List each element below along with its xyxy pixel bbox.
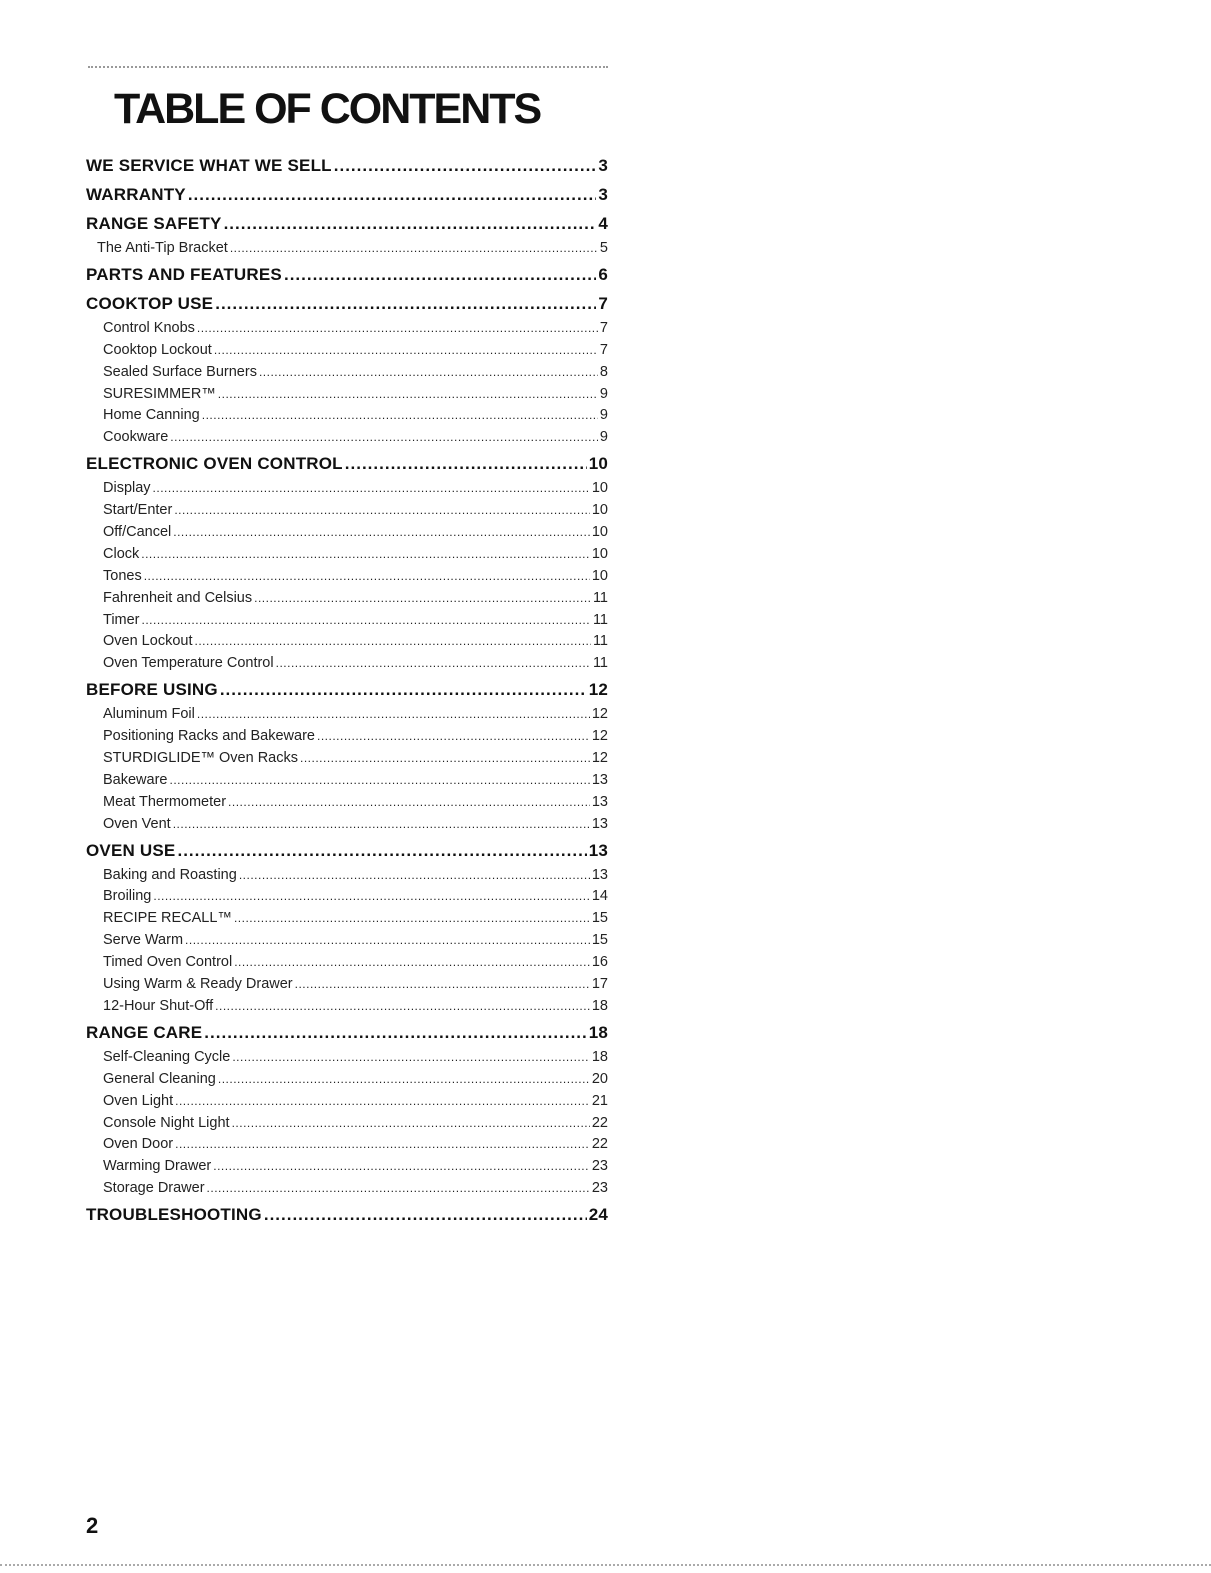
toc-section-range-care[interactable] xyxy=(86,1018,608,1047)
toc-page-number: 15 xyxy=(591,910,608,927)
toc-item-label: Cookware xyxy=(103,429,169,446)
toc-item-label: Timer xyxy=(103,611,140,628)
toc-section-label: PARTS AND FEATURES xyxy=(86,264,282,284)
dot-leader xyxy=(345,449,587,478)
dot-leader xyxy=(141,544,590,566)
toc-page-number: 16 xyxy=(591,954,608,971)
toc-item-sturdiglide-racks[interactable] xyxy=(86,748,608,770)
toc-item-label: Oven Vent xyxy=(103,815,171,832)
toc-item-clock[interactable] xyxy=(86,544,608,566)
toc-item-cooktop-lockout[interactable] xyxy=(86,340,608,362)
dot-leader xyxy=(173,814,590,836)
dot-leader xyxy=(234,908,590,930)
dot-leader xyxy=(218,1069,590,1091)
dot-leader xyxy=(142,610,591,632)
toc-section-label: COOKTOP USE xyxy=(86,293,214,313)
toc-item-label: Oven Door xyxy=(103,1136,174,1153)
toc-page-number: 7 xyxy=(599,319,608,336)
toc-item-label: Meat Thermometer xyxy=(103,793,227,810)
toc-item-label: Tones xyxy=(103,567,142,584)
toc-item-start-enter[interactable] xyxy=(86,500,608,522)
dot-leader xyxy=(144,566,590,588)
toc-item-oven-light[interactable] xyxy=(86,1091,608,1113)
toc-page-number: 22 xyxy=(591,1136,608,1153)
dot-leader xyxy=(202,405,598,427)
toc-page-number: 9 xyxy=(599,429,608,446)
toc-page-number: 11 xyxy=(592,611,608,628)
toc-page-number: 3 xyxy=(598,156,608,175)
dot-leader xyxy=(169,770,589,792)
toc-page-number: 23 xyxy=(591,1180,608,1197)
toc-item-label: SURESIMMER™ xyxy=(103,385,216,402)
dot-leader xyxy=(234,952,590,974)
dot-leader xyxy=(218,384,598,406)
toc-item-oven-vent[interactable] xyxy=(86,814,608,836)
toc-item-timed-oven-control[interactable] xyxy=(86,952,608,974)
toc-item-label: Control Knobs xyxy=(103,319,195,336)
toc-page-number: 22 xyxy=(591,1114,608,1131)
dot-leader xyxy=(174,500,590,522)
toc-item-label: Using Warm & Ready Drawer xyxy=(103,976,293,993)
toc-page-number: 12 xyxy=(591,706,608,723)
toc-item-warming-drawer[interactable] xyxy=(86,1156,608,1178)
dot-leader xyxy=(175,1134,590,1156)
toc-item-display[interactable] xyxy=(86,478,608,500)
toc-section-label: WE SERVICE WHAT WE SELL xyxy=(86,156,332,175)
toc-item-tones[interactable] xyxy=(86,566,608,588)
dot-leader xyxy=(188,180,597,209)
toc-item-oven-temperature-control[interactable] xyxy=(86,653,608,675)
toc-item-warm-ready-drawer[interactable] xyxy=(86,974,608,996)
toc-page-number: 5 xyxy=(599,240,608,256)
dot-leader xyxy=(264,1200,587,1229)
dot-leader xyxy=(194,631,590,653)
dot-leader xyxy=(232,1113,590,1135)
toc-item-label: Home Canning xyxy=(103,407,200,424)
toc-section-before-using[interactable] xyxy=(86,675,608,704)
toc-page-number: 10 xyxy=(591,502,608,519)
toc-page-number: 10 xyxy=(591,524,608,541)
toc-item-label: Oven Lockout xyxy=(103,633,193,650)
toc-item-label: General Cleaning xyxy=(103,1070,216,1087)
toc-item-oven-door[interactable] xyxy=(86,1134,608,1156)
toc-item-label: Bakeware xyxy=(103,771,168,788)
toc-item-general-cleaning[interactable] xyxy=(86,1069,608,1091)
toc-page-number: 18 xyxy=(591,997,608,1014)
toc-item-bakeware[interactable] xyxy=(86,770,608,792)
toc-item-timer[interactable] xyxy=(86,610,608,632)
toc-page-number: 18 xyxy=(588,1022,608,1042)
toc-section-warranty[interactable] xyxy=(86,180,608,209)
dot-leader xyxy=(220,675,587,704)
toc-item-storage-drawer[interactable] xyxy=(86,1178,608,1200)
dot-leader xyxy=(215,289,596,318)
toc-item-cookware[interactable] xyxy=(86,427,608,449)
dot-leader xyxy=(232,1047,590,1069)
toc-page-number: 18 xyxy=(591,1048,608,1065)
toc-item-label: Storage Drawer xyxy=(103,1180,205,1197)
toc-page-number: 4 xyxy=(598,214,608,233)
dot-leader xyxy=(197,704,590,726)
toc-section-parts-features[interactable] xyxy=(86,260,608,289)
toc-item-anti-tip-bracket[interactable] xyxy=(86,238,608,260)
toc-page-number: 23 xyxy=(591,1158,608,1175)
toc-item-label: The Anti-Tip Bracket xyxy=(97,240,228,256)
toc-item-label: Aluminum Foil xyxy=(103,706,195,723)
dot-leader xyxy=(228,792,590,814)
toc-page-number: 20 xyxy=(591,1070,608,1087)
toc-page-number: 10 xyxy=(591,480,608,497)
toc-section-label: BEFORE USING xyxy=(86,680,218,700)
toc-item-label: Fahrenheit and Celsius xyxy=(103,589,253,606)
toc-item-label: Self-Cleaning Cycle xyxy=(103,1048,231,1065)
toc-page-number: 13 xyxy=(588,840,608,860)
top-dotted-rule xyxy=(88,66,608,68)
toc-item-label: STURDIGLIDE™ Oven Racks xyxy=(103,750,298,767)
dot-leader xyxy=(204,1018,586,1047)
dot-leader xyxy=(239,865,590,887)
toc-item-recipe-recall[interactable] xyxy=(86,908,608,930)
toc-page-number: 13 xyxy=(591,815,608,832)
dot-leader xyxy=(334,151,597,180)
toc-page-number: 10 xyxy=(588,454,608,474)
toc-page-number: 10 xyxy=(591,545,608,562)
dot-leader xyxy=(213,1156,590,1178)
toc-item-label: Timed Oven Control xyxy=(103,954,233,971)
toc-item-label: Off/Cancel xyxy=(103,524,172,541)
toc-item-label: Broiling xyxy=(103,888,152,905)
toc-item-label: Cooktop Lockout xyxy=(103,341,212,358)
toc-page-number: 9 xyxy=(599,385,608,402)
toc-item-label: Start/Enter xyxy=(103,502,173,519)
table-of-contents xyxy=(86,151,608,1229)
toc-item-positioning-racks[interactable] xyxy=(86,726,608,748)
toc-page-number: 3 xyxy=(598,185,608,204)
toc-item-meat-thermometer[interactable] xyxy=(86,792,608,814)
toc-page-number: 9 xyxy=(599,407,608,424)
toc-item-home-canning[interactable] xyxy=(86,405,608,427)
toc-page-number: 6 xyxy=(598,264,608,284)
toc-page-number: 8 xyxy=(599,363,608,380)
toc-item-fahrenheit-celsius[interactable] xyxy=(86,588,608,610)
toc-section-troubleshooting[interactable] xyxy=(86,1200,608,1229)
toc-section-label: RANGE CARE xyxy=(86,1022,203,1042)
toc-item-label: Oven Light xyxy=(103,1092,174,1109)
toc-item-control-knobs[interactable] xyxy=(86,318,608,340)
toc-item-serve-warm[interactable] xyxy=(86,930,608,952)
toc-page-number: 11 xyxy=(592,589,608,606)
toc-page-number: 11 xyxy=(592,633,608,650)
toc-item-broiling[interactable] xyxy=(86,886,608,908)
dot-leader xyxy=(259,362,598,384)
toc-item-label: Positioning Racks and Bakeware xyxy=(103,728,315,745)
toc-page-number: 21 xyxy=(591,1092,608,1109)
page-number: 2 xyxy=(86,1513,99,1538)
dot-leader xyxy=(173,522,590,544)
toc-section-we-service[interactable] xyxy=(86,151,608,180)
toc-section-range-safety[interactable] xyxy=(86,209,608,238)
toc-item-label: Oven Temperature Control xyxy=(103,655,274,672)
toc-section-label: OVEN USE xyxy=(86,840,176,860)
toc-page-number: 15 xyxy=(591,932,608,949)
toc-page-number: 17 xyxy=(591,976,608,993)
toc-page-number: 7 xyxy=(599,341,608,358)
toc-section-label: TROUBLESHOOTING xyxy=(86,1205,262,1225)
dot-leader xyxy=(153,478,590,500)
dot-leader xyxy=(214,340,598,362)
toc-item-aluminum-foil[interactable] xyxy=(86,704,608,726)
toc-page-number: 7 xyxy=(598,293,608,313)
page-title: TABLE OF CONTENTS xyxy=(114,85,541,133)
dot-leader xyxy=(224,209,597,238)
bottom-dotted-rule xyxy=(0,1564,1211,1566)
toc-item-off-cancel[interactable] xyxy=(86,522,608,544)
dot-leader xyxy=(276,653,591,675)
toc-item-suresimmer[interactable] xyxy=(86,384,608,406)
toc-page-number: 10 xyxy=(591,567,608,584)
dot-leader xyxy=(215,996,590,1018)
toc-page-number: 14 xyxy=(591,888,608,905)
toc-page-number: 13 xyxy=(591,771,608,788)
dot-leader xyxy=(254,588,591,610)
toc-item-console-night-light[interactable] xyxy=(86,1113,608,1135)
dot-leader xyxy=(230,238,598,260)
dot-leader xyxy=(153,886,590,908)
toc-section-label: ELECTRONIC OVEN CONTROL xyxy=(86,454,343,474)
toc-item-label: 12-Hour Shut-Off xyxy=(103,997,214,1014)
toc-page-number: 12 xyxy=(591,750,608,767)
dot-leader xyxy=(175,1091,590,1113)
dot-leader xyxy=(170,427,598,449)
toc-item-label: Sealed Surface Burners xyxy=(103,363,257,380)
dot-leader xyxy=(284,260,596,289)
toc-section-electronic-oven-control[interactable] xyxy=(86,449,608,478)
toc-page-number: 11 xyxy=(592,655,608,672)
toc-item-label: Serve Warm xyxy=(103,932,184,949)
toc-section-label: RANGE SAFETY xyxy=(86,214,222,233)
toc-page-number: 13 xyxy=(591,793,608,810)
toc-item-label: Baking and Roasting xyxy=(103,866,237,883)
toc-item-12-hour-shut-off[interactable] xyxy=(86,996,608,1018)
toc-page-number: 13 xyxy=(591,866,608,883)
toc-page-number: 12 xyxy=(588,680,608,700)
toc-item-label: Console Night Light xyxy=(103,1114,230,1131)
toc-item-baking-roasting[interactable] xyxy=(86,865,608,887)
toc-section-oven-use[interactable] xyxy=(86,836,608,865)
dot-leader xyxy=(317,726,590,748)
toc-item-oven-lockout[interactable] xyxy=(86,631,608,653)
dot-leader xyxy=(185,930,590,952)
toc-item-self-cleaning-cycle[interactable] xyxy=(86,1047,608,1069)
toc-section-cooktop-use[interactable] xyxy=(86,289,608,318)
dot-leader xyxy=(197,318,598,340)
dot-leader xyxy=(295,974,590,996)
toc-item-label: Warming Drawer xyxy=(103,1158,212,1175)
toc-item-label: Clock xyxy=(103,545,140,562)
toc-section-label: WARRANTY xyxy=(86,185,186,204)
dot-leader xyxy=(207,1178,590,1200)
toc-page-number: 12 xyxy=(591,728,608,745)
dot-leader xyxy=(177,836,586,865)
dot-leader xyxy=(300,748,590,770)
toc-item-sealed-surface-burners[interactable] xyxy=(86,362,608,384)
toc-item-label: RECIPE RECALL™ xyxy=(103,910,232,927)
toc-item-label: Display xyxy=(103,480,151,497)
toc-page-number: 24 xyxy=(588,1205,608,1225)
